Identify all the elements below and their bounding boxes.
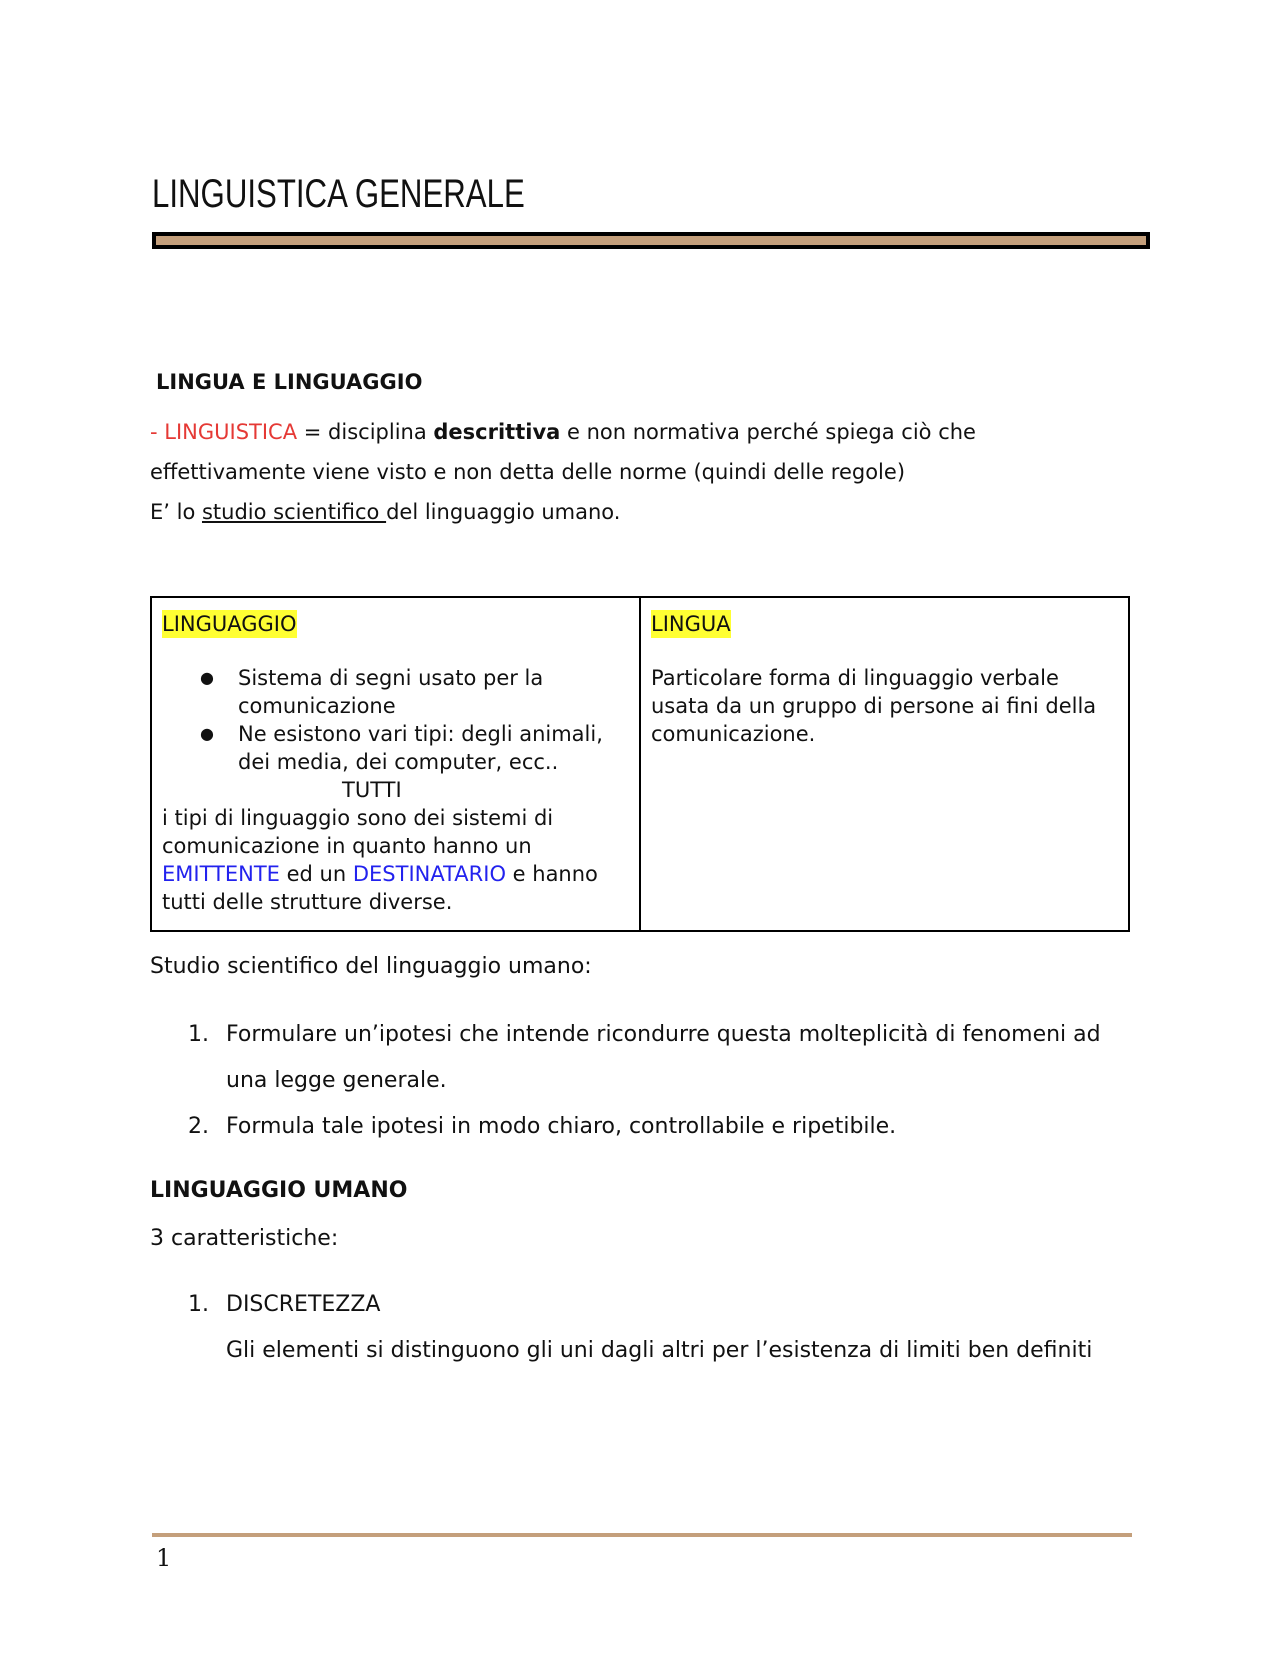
title-rule <box>152 232 1150 249</box>
studio-scientifico-underlined: studio scientifico <box>201 500 387 524</box>
table-cell-linguaggio <box>151 597 640 931</box>
intro-line-3-b: del linguaggio umano. <box>386 500 621 524</box>
document-title: LINGUISTICA GENERALE <box>152 172 525 216</box>
cell-heading-lingua: LINGUA <box>651 612 731 636</box>
list-number: 1. <box>188 1022 209 1047</box>
tutti-label: TUTTI <box>342 778 402 802</box>
list-title: DISCRETEZZA <box>226 1292 381 1317</box>
desc-text-b: ed un <box>279 862 353 886</box>
section-heading-linguaggio-umano: LINGUAGGIO UMANO <box>150 1178 408 1203</box>
footer-rule <box>152 1533 1132 1537</box>
list-text: Formula tale ipotesi in modo chiaro, controllabile e ripetibile. <box>226 1114 897 1139</box>
linguaggio-description <box>162 804 629 916</box>
list-item <box>150 1282 1140 1374</box>
caratteristiche-intro: 3 caratteristiche: <box>150 1226 339 1251</box>
intro-line-3-a: E’ lo <box>150 500 202 524</box>
intro-line-2: effettivamente viene visto e non detta delle norme (quindi delle regole) <box>150 460 906 484</box>
section-heading-lingua-linguaggio: LINGUA E LINGUAGGIO <box>156 370 423 394</box>
list-item <box>150 1104 1140 1150</box>
table-cell-lingua <box>640 597 1129 931</box>
term-emittente: EMITTENTE <box>162 862 280 886</box>
numbered-list-studio <box>150 1012 1140 1150</box>
term-descrittiva: descrittiva <box>433 420 561 444</box>
desc-text-a: i tipi di linguaggio sono dei sistemi di comunicazione in quanto hanno un <box>162 806 554 858</box>
list-item: ● Ne esistono vari tipi: degli animali, dei media, dei computer, ecc.. <box>238 720 629 776</box>
lingua-description: Particolare forma di linguaggio verbale usata da un gruppo di persone ai fini della comunicazione. <box>651 666 1097 746</box>
list-text: Formulare un’ipotesi che intende ricondurre questa molteplicità di fenomeni ad una legge generale. <box>226 1022 1101 1093</box>
list-number: 2. <box>188 1114 209 1139</box>
intro-text-a: = disciplina <box>297 420 434 444</box>
term-destinatario: DESTINATARIO <box>352 862 506 886</box>
desc-text-c: e hanno tutti delle strutture diverse. <box>162 862 598 914</box>
list-item <box>150 1012 1140 1104</box>
cell-heading-linguaggio: LINGUAGGIO <box>162 612 297 636</box>
term-linguistica: LINGUISTICA <box>164 420 298 444</box>
comparison-table <box>150 596 1130 932</box>
studio-intro: Studio scientifico del linguaggio umano: <box>150 954 592 979</box>
bullet-list <box>162 664 629 776</box>
page-number: 1 <box>156 1544 172 1572</box>
numbered-list-caratteristiche <box>150 1282 1140 1374</box>
intro-line-1 <box>150 412 1150 452</box>
intro-line-3 <box>150 492 1150 532</box>
list-text: Gli elementi si distinguono gli uni dagli altri per l’esistenza di limiti ben definiti <box>226 1338 1093 1363</box>
intro-text-b: e non normativa perché spiega ciò che <box>560 420 976 444</box>
list-number: 1. <box>188 1292 209 1317</box>
dash: - <box>150 420 165 444</box>
list-item: ● Sistema di segni usato per la comunicazione <box>238 664 629 720</box>
intro-paragraph <box>150 412 1150 532</box>
